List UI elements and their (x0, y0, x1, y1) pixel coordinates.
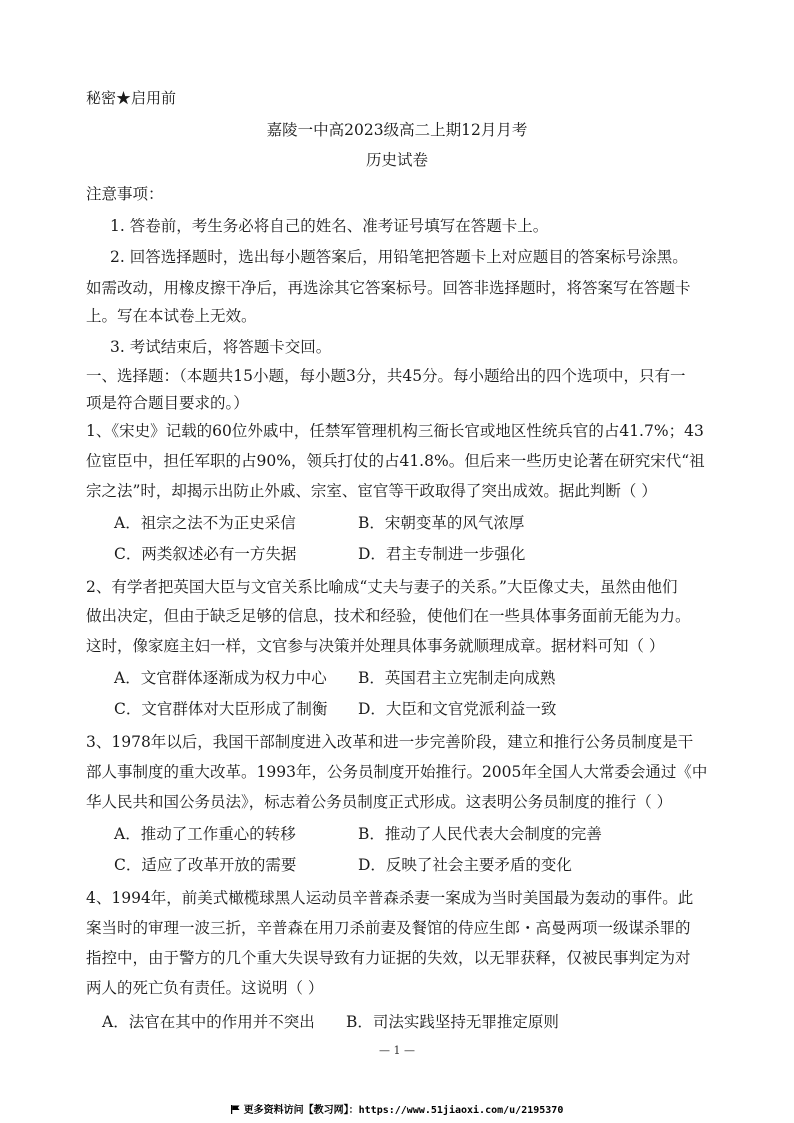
question-3-option-a: A．推动了工作重心的转移 (114, 825, 296, 843)
note-line: 3. 考试结束后，将答题卡交回。 (110, 338, 332, 356)
question-4-option-a: A．法官在其中的作用并不突出 (102, 1013, 315, 1031)
question-1-text: 位宦臣中，担任军职的占90%，领兵打仗的占41.8%。但后来一些历史论著在研究宋代“祖 (86, 452, 705, 470)
page-number: — 1 — (379, 1044, 415, 1057)
question-2-text: 这时，像家庭主妇一样，文官参与决策并处理具体事务就顺理成章。据材料可知（ ） (86, 637, 665, 655)
question-2-option-a: A．文官群体逐渐成为权力中心 (114, 669, 327, 687)
section-heading: 项是符合题目要求的。） (86, 394, 249, 412)
question-3-text: 部人事制度的重大改革。1993年，公务员制度开始推行。2005年全国人大常委会通过《中 (86, 763, 708, 781)
question-4-option-b: B．司法实践坚持无罪推定原则 (346, 1013, 559, 1031)
question-4-text: 两人的死亡负有责任。这说明（ ） (86, 979, 324, 997)
question-1-text: 宗之法”时，却揭示出防止外戚、宗室、宦官等干政取得了突出成效。据此判断（ ） (86, 482, 657, 500)
question-1-option-d: D．君主专制进一步强化 (358, 545, 526, 563)
question-2-option-d: D．大臣和文官党派利益一致 (358, 700, 557, 718)
question-1-option-c: C．两类叙述必有一方失据 (114, 545, 297, 563)
note-line: 2. 回答选择题时，选出每小题答案后，用铅笔把答题卡上对应题目的答案标号涂黑。 (110, 248, 688, 266)
section-heading: 一、选择题：（本题共15小题，每小题3分，共45分。每小题给出的四个选项中，只有一 (86, 367, 686, 385)
question-1-option-a: A．祖宗之法不为正史采信 (114, 514, 296, 532)
exam-title: 嘉陵一中高2023级高二上期12月月考 (266, 121, 528, 139)
question-3-option-b: B．推动了人民代表大会制度的完善 (358, 825, 602, 843)
footer-link-text[interactable]: 更多资料访问【教习网】：https://www.51jiaoxi.com/u/2195370 (243, 1105, 564, 1116)
question-3-text: 华人民共和国公务员法》，标志着公务员制度正式形成。这表明公务员制度的推行（ ） (86, 793, 673, 811)
subject-title: 历史试卷 (365, 151, 428, 169)
question-1-text: 1、《宋史》记载的60位外戚中，任禁军管理机构三衙长官或地区性统兵官的占41.7%；43 (86, 422, 704, 440)
question-2-option-b: B．英国君主立宪制走向成熟 (358, 669, 556, 687)
question-2-text: 做出决定，但由于缺乏足够的信息，技术和经验，使他们在一些具体事务面前无能为力。 (86, 607, 691, 625)
question-4-text: 案当时的审理一波三折，辛普森在用刀杀前妻及餐馆的侍应生郎・高曼两项一级谋杀罪的 (86, 919, 691, 937)
question-4-text: 4、1994年，前美式橄榄球黑人运动员辛普森杀妻一案成为当时美国最为轰动的事件。此 (86, 889, 694, 907)
question-4-text: 指控中，由于警方的几个重大失误导致有力证据的失效，以无罪获释，仅被民事判定为对 (86, 949, 691, 967)
question-2-text: 2、有学者把英国大臣与文官关系比喻成“丈夫与妻子的关系。”大臣像丈夫，虽然由他们 (86, 578, 678, 596)
confidential-mark: 秘密★启用前 (86, 89, 177, 107)
notes-heading: 注意事项： (86, 185, 164, 203)
question-3-option-c: C．适应了改革开放的需要 (114, 856, 297, 874)
note-line: 上。写在本试卷上无效。 (86, 307, 257, 325)
note-line: 1. 答卷前，考生务必将自己的姓名、准考证号填写在答题卡上。 (110, 217, 549, 235)
question-3-option-d: D．反映了社会主要矛盾的变化 (358, 856, 572, 874)
question-2-option-c: C．文官群体对大臣形成了制衡 (114, 700, 328, 718)
question-1-option-b: B．宋朝变革的风气浓厚 (358, 514, 525, 532)
note-line: 如需改动，用橡皮擦干净后，再选涂其它答案标号。回答非选择题时，将答案写在答题卡 (86, 279, 691, 297)
question-3-text: 3、1978年以后，我国干部制度进入改革和进一步完善阶段，建立和推行公务员制度是干 (86, 733, 694, 751)
flag-icon (231, 1105, 240, 1114)
footer-resource-link[interactable] (0, 1101, 794, 1116)
